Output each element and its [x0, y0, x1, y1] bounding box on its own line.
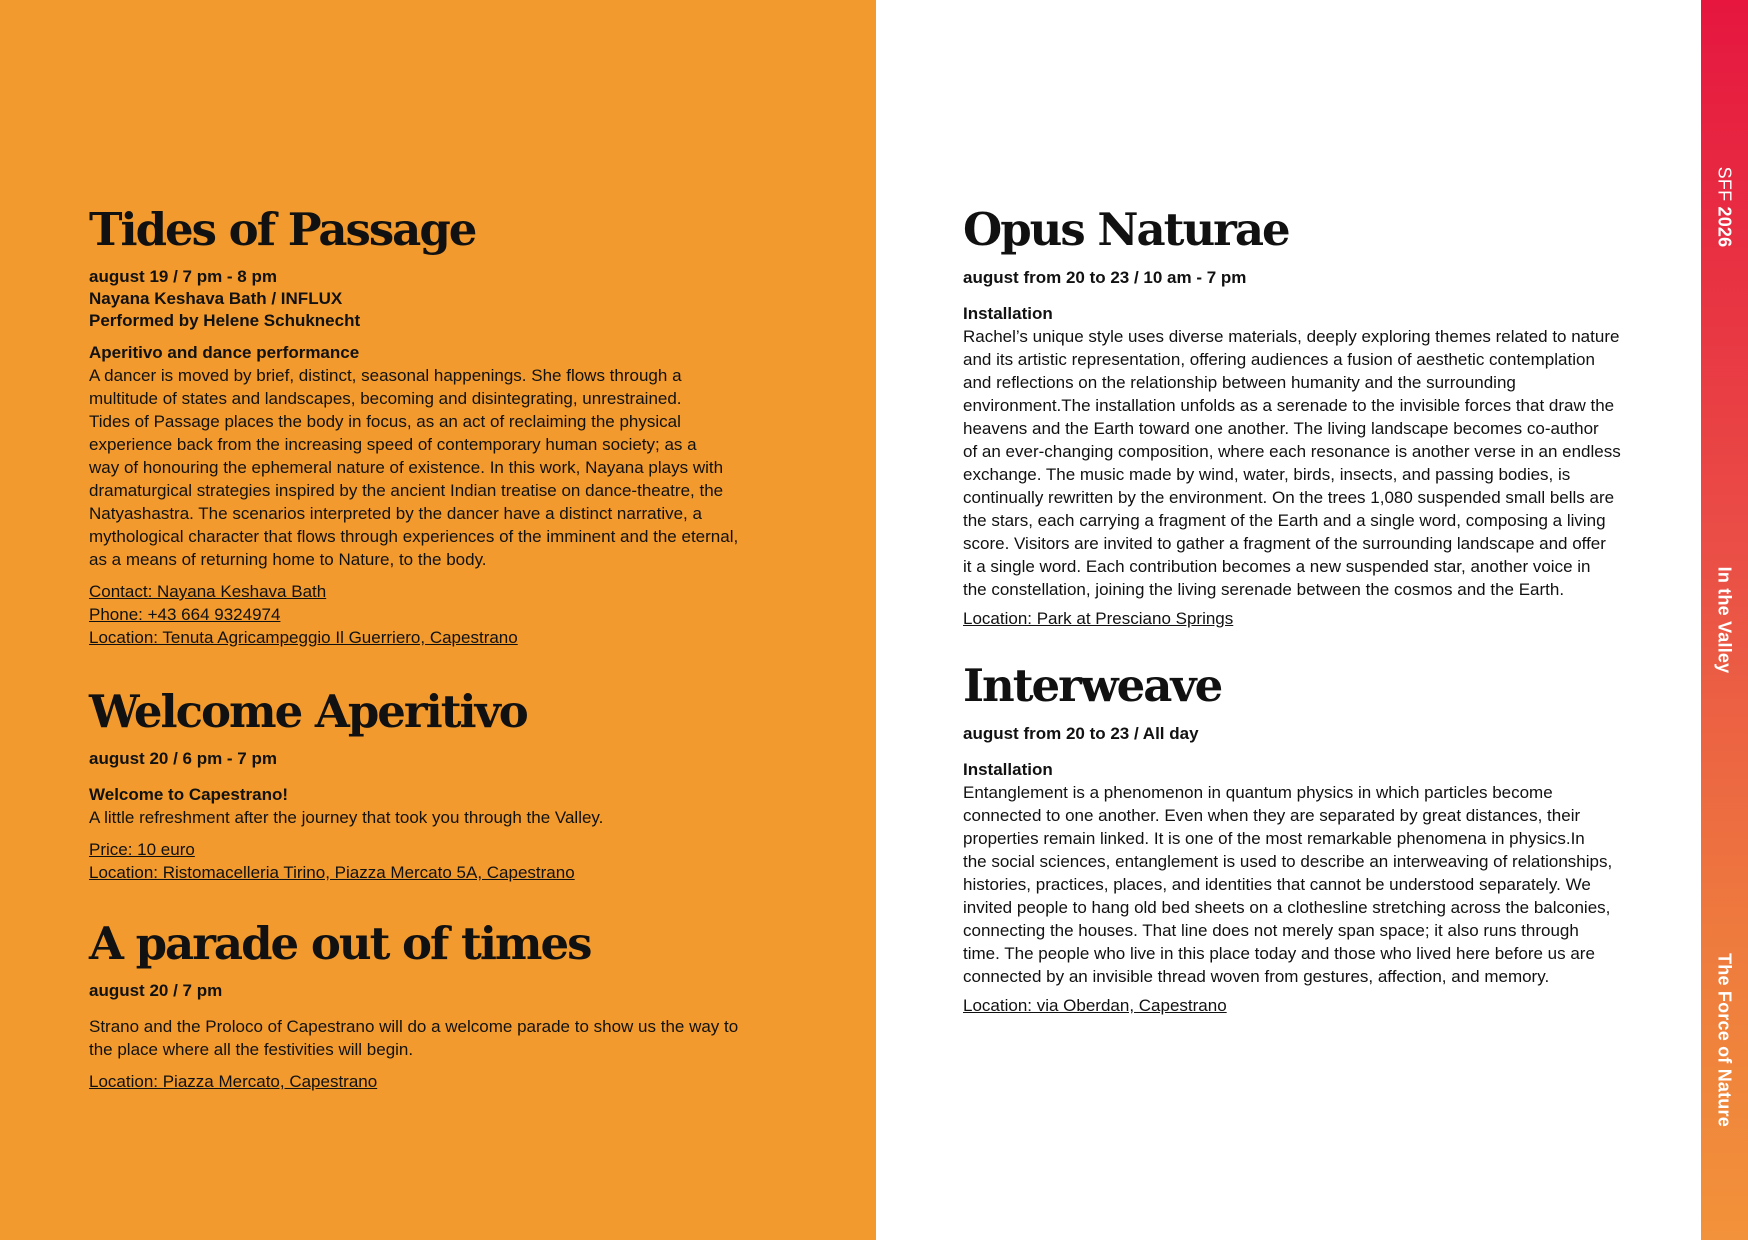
event-description-line: score. Visitors are invited to gather a fragment of the surrounding landscape and offer [963, 534, 1606, 553]
price-link[interactable]: Price: 10 euro [89, 840, 195, 859]
event-description-line: experience back from the increasing speed of contemporary human society; as a [89, 435, 697, 454]
event-description-line: and reflections on the relationship between humanity and the surrounding [963, 373, 1516, 392]
event-date: august 19 / 7 pm - 8 pm [89, 267, 277, 286]
event-title: Interweave [963, 659, 1222, 712]
event-links [89, 580, 789, 649]
event-description-line: Strano and the Proloco of Capestrano will do a welcome parade to show us the way to [89, 1017, 739, 1036]
event-description-line: mythological character that flows through experiences of the imminent and the eternal, [89, 527, 739, 546]
brand-label: SFF [1714, 166, 1735, 202]
event-kind: Installation [963, 304, 1053, 323]
event-description-line: heavens and the Earth toward one another. The living landscape becomes co-author [963, 419, 1599, 438]
event-performer: Performed by Helene Schuknecht [89, 311, 361, 330]
year-label: 2026 [1714, 206, 1735, 248]
event-description-line: as a means of returning home to Nature, to the body. [89, 550, 487, 569]
event-description-line: properties remain linked. It is one of the most remarkable phenomena in physics.In [963, 829, 1585, 848]
event-description-line: of an ever-changing composition, where each resonance is another verse in an endless [963, 442, 1621, 461]
event-links [963, 607, 1663, 630]
event-description-line: invited people to hang old bed sheets on a clothesline stretching across the balconies, [963, 898, 1611, 917]
event-description-line: connected by an invisible thread woven from gestures, affection, and memory. [963, 967, 1550, 986]
event-description-line: continually rewritten by the environment. On the trees 1,080 suspended small bells are [963, 488, 1615, 507]
event-description-line: Tides of Passage places the body in focus, as an act of reclaiming the physical [89, 412, 681, 431]
event-description-line: Natyashastra. The scenarios interpreted by the dancer have a distinct narrative, a [89, 504, 702, 523]
event-kind: Aperitivo and dance performance [89, 343, 360, 362]
event-description-line: and its artistic representation, offering audiences a fusion of aesthetic contemplation [963, 350, 1595, 369]
event-description-line: histories, practices, places, and identities that cannot be understood separately. We [963, 875, 1591, 894]
event-description-line: exchange. The music made by wind, water, birds, insects, and passing bodies, is [963, 465, 1571, 484]
event-kind: Welcome to Capestrano! [89, 785, 289, 804]
event-date: august 20 / 7 pm [89, 981, 223, 1000]
event-links [89, 838, 789, 884]
event-description-line: multitude of states and landscapes, becoming and disintegrating, unrestrained. [89, 389, 682, 408]
side-label-section: In the Valley [1714, 566, 1735, 674]
event-title: Tides of Passage [89, 203, 476, 256]
event-kind: Installation [963, 760, 1053, 779]
location-link[interactable]: Location: Park at Presciano Springs [963, 609, 1234, 628]
event-description-line: dramaturgical strategies inspired by the ancient Indian treatise on dance-theatre, the [89, 481, 724, 500]
location-link[interactable]: Location: via Oberdan, Capestrano [963, 996, 1227, 1015]
event-description: A little refreshment after the journey that took you through the Valley. [89, 808, 604, 827]
event-title: Welcome Aperitivo [89, 685, 527, 738]
side-label-theme: The Force of Nature [1714, 953, 1735, 1127]
event-description-line: Rachel’s unique style uses diverse materials, deeply exploring themes related to nature [963, 327, 1620, 346]
event-description-line: A dancer is moved by brief, distinct, seasonal happenings. She flows through a [89, 366, 682, 385]
event-description-line: environment.The installation unfolds as a serenade to the invisible forces that draw the [963, 396, 1615, 415]
event-opus-naturae [963, 204, 1663, 630]
event-title: Opus Naturae [963, 203, 1289, 256]
event-description-line: time. The people who live in this place today and those who lived here before us are [963, 944, 1595, 963]
event-description-line: way of honouring the ephemeral nature of existence. In this work, Nayana plays with [89, 458, 724, 477]
event-description-line: connecting the houses. That line does not merely span space; it also runs through [963, 921, 1579, 940]
event-title: A parade out of times [89, 917, 591, 970]
event-welcome-aperitivo [89, 686, 789, 884]
location-link[interactable]: Location: Piazza Mercato, Capestrano [89, 1072, 378, 1091]
event-date: august from 20 to 23 / All day [963, 724, 1199, 743]
event-tides-of-passage [89, 204, 789, 649]
location-link[interactable]: Location: Tenuta Agricampeggio Il Guerriero, Capestrano [89, 628, 518, 647]
event-description-line: the stars, each carrying a fragment of the Earth and a single word, composing a living [963, 511, 1606, 530]
event-description-line: connected to one another. Even when they are separated by great distances, their [963, 806, 1581, 825]
event-description-line: Entanglement is a phenomenon in quantum physics in which particles become [963, 783, 1553, 802]
event-description-line: the constellation, joining the living serenade between the cosmos and the Earth. [963, 580, 1565, 599]
event-links [89, 1070, 789, 1093]
event-interweave [963, 660, 1663, 1017]
event-links [963, 994, 1663, 1017]
contact-link[interactable]: Contact: Nayana Keshava Bath [89, 582, 327, 601]
event-date: august from 20 to 23 / 10 am - 7 pm [963, 268, 1247, 287]
event-date: august 20 / 6 pm - 7 pm [89, 749, 277, 768]
event-artist: Nayana Keshava Bath / INFLUX [89, 289, 343, 308]
event-description-line: the place where all the festivities will begin. [89, 1040, 414, 1059]
event-parade [89, 918, 789, 1093]
event-description-line: it a single word. Each contribution becomes a new suspended star, another voice in [963, 557, 1591, 576]
phone-link[interactable]: Phone: +43 664 9324974 [89, 605, 281, 624]
side-label-brand [1714, 167, 1735, 248]
location-link[interactable]: Location: Ristomacelleria Tirino, Piazza Mercato 5A, Capestrano [89, 863, 575, 882]
event-description-line: the social sciences, entanglement is used to describe an interweaving of relationships, [963, 852, 1613, 871]
